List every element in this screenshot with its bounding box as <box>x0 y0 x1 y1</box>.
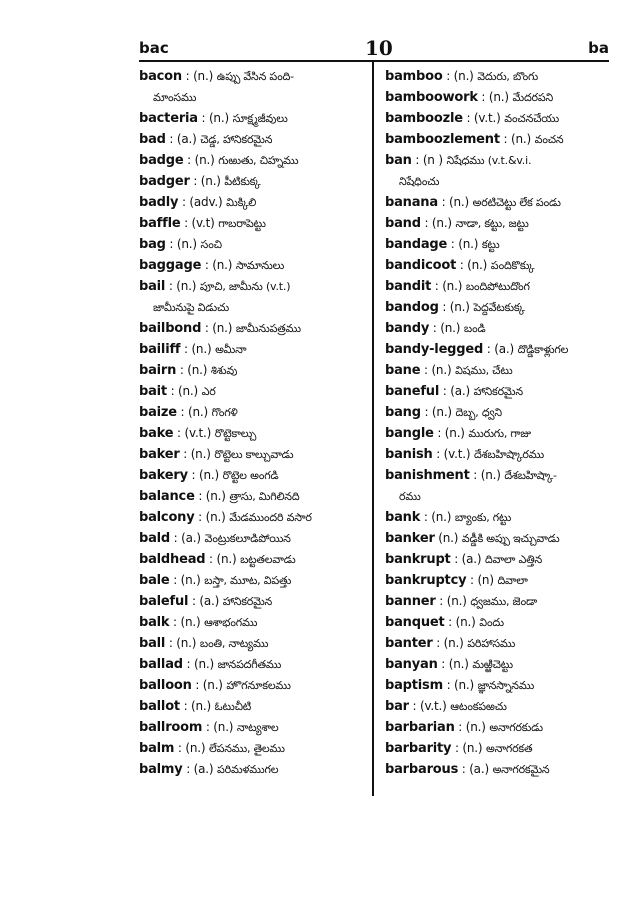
column-divider <box>372 62 374 796</box>
dictionary-entry <box>385 192 611 213</box>
dictionary-entry <box>139 129 367 150</box>
dictionary-entry <box>385 654 611 675</box>
headword: bandicoot <box>385 258 457 273</box>
dictionary-entry <box>385 423 611 444</box>
definition: దివాలా ఎత్తిన <box>485 553 543 566</box>
definition: బ్యాంకు, గట్టు <box>454 511 512 524</box>
dictionary-entry <box>385 297 611 318</box>
dictionary-entry <box>385 129 611 150</box>
definition: చెడ్డ, హానికరమైన <box>200 133 273 146</box>
part-of-speech: : (n.) <box>168 636 197 650</box>
dictionary-entry <box>385 717 611 738</box>
definition: అనాగరకుడు <box>489 721 543 734</box>
dictionary-entry <box>385 87 611 108</box>
part-of-speech: : (n.) <box>204 321 233 335</box>
headword: banter <box>385 636 433 651</box>
definition: పరిహాసము <box>467 637 516 650</box>
part-of-speech: : (n.) <box>458 720 486 734</box>
dictionary-entry <box>139 759 367 780</box>
dictionary-entry <box>139 66 367 87</box>
dictionary-entry <box>139 612 367 633</box>
definition-continuation <box>385 486 611 507</box>
headword: bamboozle <box>385 111 463 126</box>
header-rule <box>139 60 609 62</box>
page-number: 10 <box>365 36 393 60</box>
headword: baize <box>139 405 177 420</box>
part-of-speech: : (n.) <box>204 258 233 272</box>
dictionary-entry <box>139 108 367 129</box>
headword: badge <box>139 153 184 168</box>
dictionary-entry <box>139 339 367 360</box>
part-of-speech: : (a.) <box>173 531 201 545</box>
definition: శిశువు <box>210 364 238 377</box>
dictionary-entry <box>385 339 611 360</box>
dictionary-entry <box>385 696 611 717</box>
dictionary-entry <box>139 507 367 528</box>
dictionary-entry <box>139 738 367 759</box>
headword: banyan <box>385 657 438 672</box>
part-of-speech: : (n.) <box>183 447 211 461</box>
headword: bank <box>385 510 421 525</box>
headword: bandy <box>385 321 430 336</box>
part-of-speech: : (n.) <box>436 636 464 650</box>
headword: baptism <box>385 678 443 693</box>
part-of-speech: (n.) <box>438 531 459 545</box>
headword: bandy-legged <box>385 342 484 357</box>
dictionary-entry <box>139 528 367 549</box>
part-of-speech: : (n.) <box>170 384 199 398</box>
headword: bait <box>139 384 167 399</box>
headword: banner <box>385 594 436 609</box>
headword: baneful <box>385 384 440 399</box>
part-of-speech: : (n.) <box>191 468 219 482</box>
definition: ఆశాభంగము <box>204 616 258 629</box>
dictionary-entry <box>139 549 367 570</box>
part-of-speech: : (n.) <box>193 174 221 188</box>
definition-continuation <box>385 171 611 192</box>
definition: రొట్టెల అంగడి <box>222 469 279 482</box>
dictionary-entry <box>385 549 611 570</box>
dictionary-entry <box>385 759 611 780</box>
headword: bacon <box>139 69 182 84</box>
part-of-speech: : (n.) <box>198 489 226 503</box>
definition: వడ్డీకి అప్పు ఇచ్చువాడు <box>461 532 560 545</box>
part-of-speech: : (a.) <box>186 762 214 776</box>
part-of-speech: : (v.t.) <box>436 447 471 461</box>
part-of-speech: : (n.) <box>441 195 470 209</box>
dictionary-entry <box>385 108 611 129</box>
part-of-speech: : (n.) <box>439 594 467 608</box>
part-of-speech: : (n.) <box>187 153 215 167</box>
headword: bailbond <box>139 321 202 336</box>
headword: band <box>385 216 421 231</box>
definition: నాడా, కట్టు, జట్టు <box>455 217 529 230</box>
definition: లేపనము, తైలము <box>208 742 285 755</box>
definition: గాబరాపెట్టు <box>218 217 266 230</box>
part-of-speech: : (n.) <box>198 510 226 524</box>
definition: సంచి <box>200 238 222 251</box>
part-of-speech: : (a.) <box>486 342 514 356</box>
headword: balk <box>139 615 170 630</box>
definition: వెంట్రుకలూడిపోయిన <box>204 532 291 545</box>
headword: bailiff <box>139 342 181 357</box>
definition: బండి <box>463 322 486 335</box>
definition: పీటికుక్క <box>224 175 261 188</box>
headword: ballad <box>139 657 183 672</box>
part-of-speech: : (n.) <box>424 216 452 230</box>
definition: బట్టతలవాడు <box>240 553 296 566</box>
definition: మేడముందరి వసార <box>229 511 312 524</box>
headword: bairn <box>139 363 177 378</box>
definition: అమీనా <box>215 343 247 356</box>
part-of-speech: : (v.t.) <box>412 699 447 713</box>
dictionary-entry <box>139 465 367 486</box>
definition: రొట్టెకాల్చు <box>214 427 257 440</box>
headword: bald <box>139 531 171 546</box>
dictionary-entry <box>385 66 611 87</box>
definition: జ్ఞానస్నానము <box>477 679 535 692</box>
part-of-speech: : (n.) <box>423 363 452 377</box>
definition: అరటిచెట్టు లేక పండు <box>472 196 561 209</box>
definition: రొట్టెలు కాల్చువాడు <box>214 448 294 461</box>
dictionary-entry <box>385 402 611 423</box>
definition-continued-text: రము <box>399 490 421 503</box>
part-of-speech: : (v.t) <box>184 216 215 230</box>
headword: bane <box>385 363 421 378</box>
part-of-speech: : (n.) <box>441 657 469 671</box>
dictionary-entry <box>139 171 367 192</box>
headword: banquet <box>385 615 445 630</box>
headword: bale <box>139 573 170 588</box>
definition: పందికొక్కు <box>490 259 535 272</box>
definition: నిషేధము (v.t.&v.i. <box>446 154 532 167</box>
dictionary-entry <box>139 486 367 507</box>
right-column <box>385 66 611 780</box>
headword: bandit <box>385 279 432 294</box>
headword: baffle <box>139 216 181 231</box>
dictionary-entry <box>385 276 611 297</box>
dictionary-entry <box>385 633 611 654</box>
definition: పూచి, జామీను (v.t.) <box>199 280 291 293</box>
definition: హొగనూకలము <box>226 679 291 692</box>
part-of-speech: : (adv.) <box>181 195 223 209</box>
definition: నాట్యశాల <box>236 721 279 734</box>
part-of-speech: : (n.) <box>454 741 483 755</box>
dictionary-entry <box>139 654 367 675</box>
headword: bangle <box>385 426 434 441</box>
dictionary-entry <box>385 465 611 486</box>
dictionary-entry <box>139 276 367 297</box>
part-of-speech: : (n.) <box>185 69 214 83</box>
dictionary-entry <box>139 423 367 444</box>
dictionary-entry <box>139 213 367 234</box>
part-of-speech: : (n.) <box>183 342 212 356</box>
part-of-speech: : (n.) <box>437 426 465 440</box>
dictionary-entry <box>139 675 367 696</box>
dictionary-entry <box>139 570 367 591</box>
definition-continued-text: జామీనుపై విడుచు <box>153 301 229 314</box>
headword: bacteria <box>139 111 198 126</box>
part-of-speech: : (n.) <box>503 132 531 146</box>
dictionary-entry <box>139 255 367 276</box>
part-of-speech: : (n.) <box>424 405 452 419</box>
dictionary-entry <box>385 675 611 696</box>
headword: balm <box>139 741 175 756</box>
dictionary-entry <box>139 402 367 423</box>
headword: balloon <box>139 678 192 693</box>
definition: విందు <box>479 616 504 629</box>
dictionary-entry <box>139 633 367 654</box>
dictionary-entry <box>385 570 611 591</box>
dictionary-entry <box>385 318 611 339</box>
part-of-speech: : (a.) <box>442 384 470 398</box>
definition: పరిమళముగల <box>217 763 279 776</box>
definition: ఎర <box>201 385 216 398</box>
dictionary-entry <box>139 717 367 738</box>
dictionary-entry <box>385 738 611 759</box>
part-of-speech: : (n.) <box>183 699 212 713</box>
part-of-speech: : (a.) <box>454 552 482 566</box>
definition: బస్తా, మూట, విపత్తు <box>204 574 292 587</box>
dictionary-entry <box>385 444 611 465</box>
headword: badger <box>139 174 190 189</box>
definition: ఓటుచీటి <box>214 700 252 713</box>
part-of-speech: : (n.) <box>201 111 229 125</box>
headword: balance <box>139 489 195 504</box>
part-of-speech: : (n.) <box>459 258 488 272</box>
definition-continued-text: మాంసము <box>153 91 197 104</box>
headword: ballot <box>139 699 180 714</box>
headword: bag <box>139 237 166 252</box>
definition: దేశబహిష్కా- <box>504 469 557 482</box>
headword: ban <box>385 153 412 168</box>
definition: త్రాసు, మిగిలినది <box>229 490 300 503</box>
part-of-speech: : (n.) <box>473 468 501 482</box>
definition: ఉప్పు వేసిన పంది- <box>216 70 294 83</box>
definition: గుఱుతు, చిహ్నము <box>218 154 299 167</box>
definition: దేశబహిష్కారము <box>473 448 544 461</box>
part-of-speech: : (a.) <box>461 762 489 776</box>
headword: bandage <box>385 237 448 252</box>
headword: bamboozlement <box>385 132 500 147</box>
dictionary-entry <box>139 444 367 465</box>
part-of-speech: : (n.) <box>205 720 234 734</box>
definition-continued-text: నిషేధించు <box>399 175 440 188</box>
definition-continuation <box>139 297 367 318</box>
part-of-speech: : (n.) <box>186 657 214 671</box>
part-of-speech: : (n.) <box>209 552 237 566</box>
part-of-speech: : (n.) <box>180 405 208 419</box>
part-of-speech: : (n.) <box>450 237 479 251</box>
headword: bakery <box>139 468 188 483</box>
headword: bandog <box>385 300 439 315</box>
headword: balcony <box>139 510 195 525</box>
definition: దెబ్బ, ధ్వని <box>455 406 502 419</box>
dictionary-entry <box>385 591 611 612</box>
definition: దివాలా <box>497 574 528 587</box>
dictionary-entry <box>385 528 611 549</box>
definition: ఆటంకపఱచు <box>450 700 507 713</box>
headword: baleful <box>139 594 189 609</box>
part-of-speech: : (n.) <box>446 678 475 692</box>
definition: అనాగరకమైన <box>492 763 550 776</box>
headword: balmy <box>139 762 183 777</box>
headword: baker <box>139 447 180 462</box>
headword: bankruptcy <box>385 573 467 588</box>
definition: ధ్వజము, జెండా <box>470 595 537 608</box>
part-of-speech: : (n.) <box>442 300 470 314</box>
headword: banana <box>385 195 438 210</box>
part-of-speech: : (n.) <box>446 69 474 83</box>
part-of-speech: : (n.) <box>169 237 197 251</box>
headword: badly <box>139 195 179 210</box>
dictionary-entry <box>385 612 611 633</box>
headword: bankrupt <box>385 552 451 567</box>
headword: barbarous <box>385 762 459 777</box>
definition: సామానులు <box>235 259 285 272</box>
part-of-speech: : (n.) <box>173 615 201 629</box>
part-of-speech: : (n.) <box>195 678 223 692</box>
part-of-speech: : (n.) <box>179 363 208 377</box>
dictionary-entry <box>139 696 367 717</box>
dictionary-entry <box>385 507 611 528</box>
definition: సూక్ష్మజీవులు <box>232 112 288 125</box>
headword: bail <box>139 279 166 294</box>
headword: ballroom <box>139 720 203 735</box>
definition: మురుగు, గాజు <box>468 427 531 440</box>
headword: banish <box>385 447 433 462</box>
definition: మేదరపని <box>512 91 553 104</box>
dictionary-entry <box>385 213 611 234</box>
definition: హానికరమైన <box>473 385 523 398</box>
definition: హానికరమైన <box>222 595 273 608</box>
headword: banker <box>385 531 435 546</box>
headword: barbarian <box>385 720 455 735</box>
headword: baggage <box>139 258 202 273</box>
dictionary-entry <box>385 381 611 402</box>
right-guide-word: ba <box>588 39 609 57</box>
headword: bar <box>385 699 409 714</box>
definition: వెదురు, బొంగు <box>477 70 539 83</box>
left-column <box>139 66 367 780</box>
definition: బంతి, నాట్యము <box>199 637 269 650</box>
definition: కట్టు <box>481 238 500 251</box>
headword: barbarity <box>385 741 452 756</box>
headword: ball <box>139 636 166 651</box>
definition: అనాగరకత <box>486 742 533 755</box>
definition: బందిపోటుదొంగ <box>465 280 530 293</box>
dictionary-entry <box>139 591 367 612</box>
page-header <box>139 36 609 62</box>
definition: జానపదగీతము <box>217 658 282 671</box>
dictionary-entry <box>139 234 367 255</box>
definition: మఱ్ఱిచెట్టు <box>472 658 513 671</box>
headword: banishment <box>385 468 470 483</box>
part-of-speech: : (n) <box>469 573 494 587</box>
dictionary-entry <box>385 150 611 171</box>
part-of-speech: : (n.) <box>432 321 461 335</box>
dictionary-entry <box>139 360 367 381</box>
left-guide-word: bac <box>139 39 169 57</box>
dictionary-entry <box>139 318 367 339</box>
headword: bang <box>385 405 421 420</box>
part-of-speech: : (n.) <box>448 615 476 629</box>
part-of-speech: : (n.) <box>177 741 206 755</box>
part-of-speech: : (n.) <box>168 279 197 293</box>
headword: bad <box>139 132 166 147</box>
definition: పెద్దవేటకుక్క <box>473 301 525 314</box>
dictionary-entry <box>139 150 367 171</box>
headword: bamboowork <box>385 90 478 105</box>
dictionary-entry <box>385 360 611 381</box>
part-of-speech: : (a.) <box>191 594 220 608</box>
definition: వంచనచేయు <box>504 112 560 125</box>
headword: bake <box>139 426 174 441</box>
part-of-speech: : (n.) <box>481 90 509 104</box>
dictionary-entry <box>139 381 367 402</box>
part-of-speech: : (v.t.) <box>177 426 212 440</box>
part-of-speech: : (n ) <box>415 153 443 167</box>
part-of-speech: : (v.t.) <box>466 111 501 125</box>
part-of-speech: : (n.) <box>173 573 201 587</box>
definition: విషము, చేటు <box>455 364 513 377</box>
part-of-speech: : (a.) <box>169 132 197 146</box>
dictionary-entry <box>139 192 367 213</box>
dictionary-entry <box>385 255 611 276</box>
dictionary-entry <box>385 234 611 255</box>
definition: మిక్కిలి <box>226 196 257 209</box>
definition: దొడ్డికాళ్లుగల <box>517 343 569 356</box>
definition-continuation <box>139 87 367 108</box>
headword: baldhead <box>139 552 206 567</box>
definition: జామీనుపత్రము <box>235 322 301 335</box>
part-of-speech: : (n.) <box>434 279 463 293</box>
headword: bamboo <box>385 69 443 84</box>
part-of-speech: : (n.) <box>423 510 452 524</box>
definition: గొంగళి <box>211 406 238 419</box>
definition: వంచన <box>534 133 564 146</box>
